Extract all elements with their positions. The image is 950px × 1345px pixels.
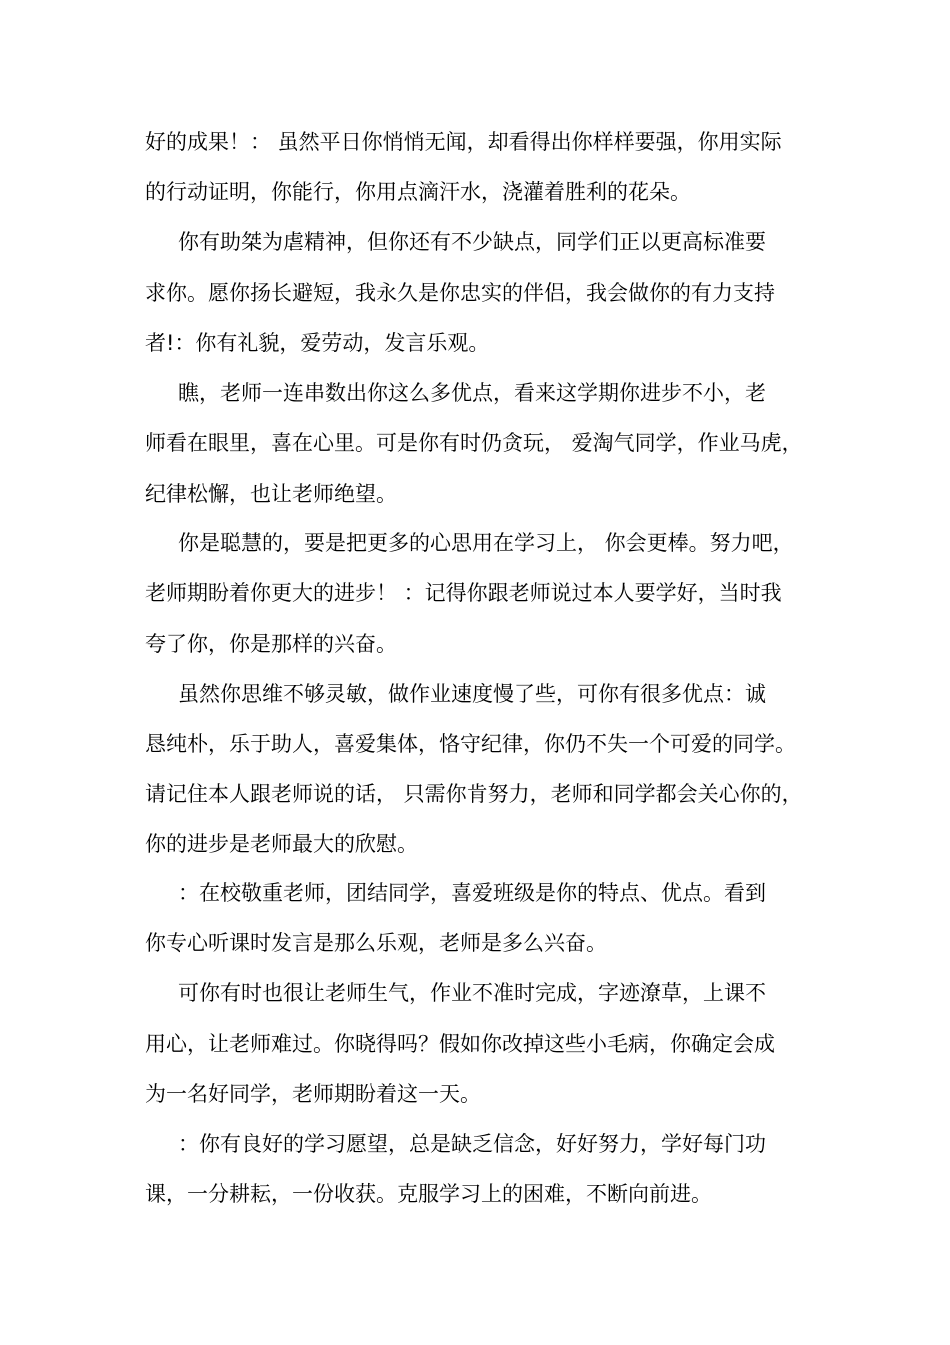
- text-line: 课，一分耕耘，一份收获。克服学习上的困难，不断向前进。: [145, 1182, 712, 1206]
- text-line: 好的成果！： 虽然平日你悄悄无闻，却看得出你样样要强，你用实际: [145, 130, 782, 154]
- text-line: 师看在眼里，喜在心里。可是你有时仍贪玩， 爱淘气同学，作业马虎，: [145, 431, 803, 455]
- text-line: 为一名好同学，老师期盼着这一天。: [145, 1082, 481, 1106]
- text-line: 老师期盼着你更大的进步！ ：记得你跟老师说过本人要学好，当时我: [145, 581, 782, 605]
- text-line: 请记住本人跟老师说的话， 只需你肯努力，老师和同学都会关心你的，: [145, 782, 803, 806]
- text-line: 你专心听课时发言是那么乐观，老师是多么兴奋。: [145, 931, 607, 955]
- text-line: 纪律松懈，也让老师绝望。: [145, 482, 397, 506]
- paragraph-first-line: 可你有时也很让老师生气，作业不准时完成，字迹潦草，上课不: [178, 981, 766, 1005]
- paragraph-first-line: ：你有良好的学习愿望，总是缺乏信念，好好努力，学好每门功: [178, 1132, 766, 1156]
- text-line: 求你。愿你扬长避短，我永久是你忠实的伴侣，我会做你的有力支持: [145, 281, 775, 305]
- paragraph-first-line: 你是聪慧的，要是把更多的心思用在学习上， 你会更棒。努力吧，: [178, 531, 794, 555]
- text-line: 者!：你有礼貌，爱劳动，发言乐观。: [145, 331, 490, 355]
- text-line: 用心，让老师难过。你晓得吗？假如你改掉这些小毛病，你确定会成: [145, 1032, 775, 1056]
- paragraph-first-line: 瞧，老师一连串数出你这么多优点，看来这学期你进步不小，老: [178, 381, 766, 405]
- paragraph-first-line: 你有助桀为虐精神，但你还有不少缺点，同学们正以更高标准要: [178, 230, 766, 254]
- paragraph-first-line: ：在校敬重老师，团结同学，喜爱班级是你的特点、优点。看到: [178, 881, 766, 905]
- text-line: 的行动证明，你能行，你用点滴汗水，浇灌着胜利的花朵。: [145, 180, 691, 204]
- text-line: 夸了你，你是那样的兴奋。: [145, 632, 397, 656]
- text-line: 你的进步是老师最大的欣慰。: [145, 832, 418, 856]
- text-line: 恳纯朴，乐于助人，喜爱集体，恪守纪律，你仍不失一个可爱的同学。: [145, 732, 796, 756]
- paragraph-first-line: 虽然你思维不够灵敏，做作业速度慢了些，可你有很多优点：诚: [178, 682, 766, 706]
